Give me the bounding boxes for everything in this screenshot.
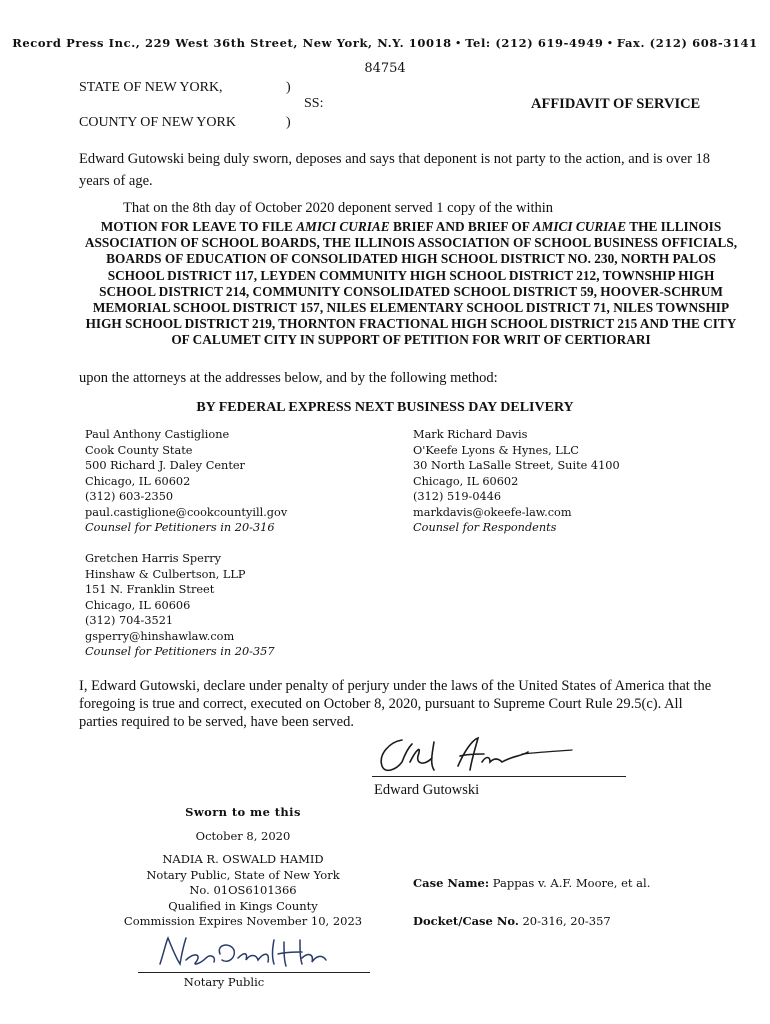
case-name xyxy=(413,876,650,890)
addressee-street: 500 Richard J. Daley Center xyxy=(85,459,245,472)
addressee-role: Counsel for Respondents xyxy=(413,521,557,534)
addressee-phone: (312) 603-2350 xyxy=(85,490,174,503)
caption-paren: ) xyxy=(286,115,291,130)
notary-label: Notary Public xyxy=(183,975,265,989)
caption-state: STATE OF NEW YORK, xyxy=(79,80,223,95)
addressee-role: Counsel for Petitioners in 20-316 xyxy=(85,521,275,534)
addressee-block xyxy=(85,427,287,536)
addressee-city: Chicago, IL 60602 xyxy=(413,474,519,488)
notary-signature-line xyxy=(138,972,370,973)
addressee-name: Paul Anthony Castiglione xyxy=(85,428,230,441)
deponent-signature xyxy=(372,732,582,778)
notary-line: Qualified in Kings County xyxy=(168,898,318,913)
case-name-label: Case Name: xyxy=(413,876,490,890)
addressee-phone: (312) 704-3521 xyxy=(85,614,174,627)
motion-title xyxy=(78,219,744,349)
delivery-method: BY FEDERAL EXPRESS NEXT BUSINESS DAY DELIVERY xyxy=(196,400,574,415)
document-number: 84754 xyxy=(364,61,406,76)
addressee-org: Hinshaw & Culbertson, LLP xyxy=(85,567,246,581)
addressee-block xyxy=(413,427,620,536)
letterhead-separator: • xyxy=(606,36,614,50)
addressee-city: Chicago, IL 60602 xyxy=(85,474,191,488)
addressee-phone: (312) 519-0446 xyxy=(413,490,502,503)
notary-signature xyxy=(150,934,330,972)
docket-value: 20-316, 20-357 xyxy=(522,914,611,928)
document-title: AFFIDAVIT OF SERVICE xyxy=(531,96,701,112)
declaration-paragraph: I, Edward Gutowski, declare under penalty of perjury under the laws of the United States of America that the foregoing is true and correct, executed on October 8, 2020, pursuant to Supreme Court Rule 29.5(c). All parties required to be served, have been served. xyxy=(79,678,712,730)
motion-text: THE ILLINOIS ASSOCIATION OF SCHOOL BOARDS, THE ILLINOIS ASSOCIATION OF SCHOOL BUSINESS OFFICIALS, BOARDS OF EDUCATION OF CONSOLIDATED HIGH SCHOOL DISTRICT NO. 230, NORTH PALOS SCHOOL DISTRICT 117, LEYDEN COMMUNITY HIGH SCHOOL DISTRICT 212, TOWNSHIP HIGH SCHOOL DISTRICT 214, COMMUNITY CONSOLIDATED SCHOOL DISTRICT 59, HOOVER-SCHRUM MEMORIAL SCHOOL DISTRICT 157, NILES ELEMENTARY SCHOOL DISTRICT 71, NILES TOWNSHIP HIGH SCHOOL DISTRICT 219, THORNTON FRACTIONAL HIGH SCHOOL DISTRICT 215 AND THE CITY OF CALUMET CITY IN SUPPORT OF PETITION FOR WRIT OF CERTIORARI xyxy=(84,219,738,348)
signature-line xyxy=(372,776,626,777)
addressee-city: Chicago, IL 60606 xyxy=(85,598,191,612)
caption-paren: ) xyxy=(286,80,291,95)
caption-county: COUNTY OF NEW YORK xyxy=(79,115,236,130)
notary-line: No. 01OS6101366 xyxy=(189,883,297,897)
caption-ss: SS: xyxy=(304,96,324,111)
addressee-street: 151 N. Franklin Street xyxy=(85,583,215,596)
addressee-email: markdavis@okeefe-law.com xyxy=(413,505,572,519)
letterhead-separator: • xyxy=(454,36,463,50)
addressee-email: paul.castiglione@cookcountyill.gov xyxy=(85,505,288,519)
letterhead-fax: Fax. (212) 608-3141 xyxy=(616,36,758,50)
notary-line: Commission Expires November 10, 2023 xyxy=(123,914,363,928)
addressee-street: 30 North LaSalle Street, Suite 4100 xyxy=(413,459,620,472)
motion-italic: AMICI CURIAE xyxy=(296,219,390,234)
case-name-value: Pappas v. A.F. Moore, et al. xyxy=(492,876,651,890)
motion-text: BRIEF AND BRIEF OF xyxy=(389,219,533,234)
addressee-org: Cook County State xyxy=(85,443,193,457)
letterhead xyxy=(0,36,770,50)
addressee-name: Mark Richard Davis xyxy=(413,428,528,441)
addressee-org: O'Keefe Lyons & Hynes, LLC xyxy=(413,443,579,457)
docket-label: Docket/Case No. xyxy=(413,914,519,928)
docket-number xyxy=(413,914,611,928)
addressee-block xyxy=(85,551,275,660)
notary-line: Notary Public, State of New York xyxy=(146,867,340,882)
served-line: That on the 8th day of October 2020 deponent served 1 copy of the within xyxy=(123,200,554,216)
notary-stamp xyxy=(108,852,378,930)
addressee-email: gsperry@hinshawlaw.com xyxy=(85,629,235,643)
intro-paragraph: Edward Gutowski being duly sworn, deposes and says that deponent is not party to the action, and is over 18 years of age. xyxy=(79,151,711,189)
letterhead-tel: Tel: (212) 619-4949 xyxy=(465,36,604,50)
letterhead-company: Record Press Inc., 229 West 36th Street, New York, N.Y. 10018 xyxy=(12,36,452,50)
motion-italic: AMICI CURIAE xyxy=(532,219,627,234)
notary-name: NADIA R. OSWALD HAMID xyxy=(162,852,324,866)
signer-name: Edward Gutowski xyxy=(374,782,480,798)
motion-text: MOTION FOR LEAVE TO FILE xyxy=(100,219,297,234)
sworn-line: Sworn to me this xyxy=(185,805,301,819)
upon-line: upon the attorneys at the addresses below, and by the following method: xyxy=(79,370,498,386)
sworn-date: October 8, 2020 xyxy=(195,829,291,843)
addressee-name: Gretchen Harris Sperry xyxy=(85,552,222,565)
addressee-role: Counsel for Petitioners in 20-357 xyxy=(85,645,275,658)
